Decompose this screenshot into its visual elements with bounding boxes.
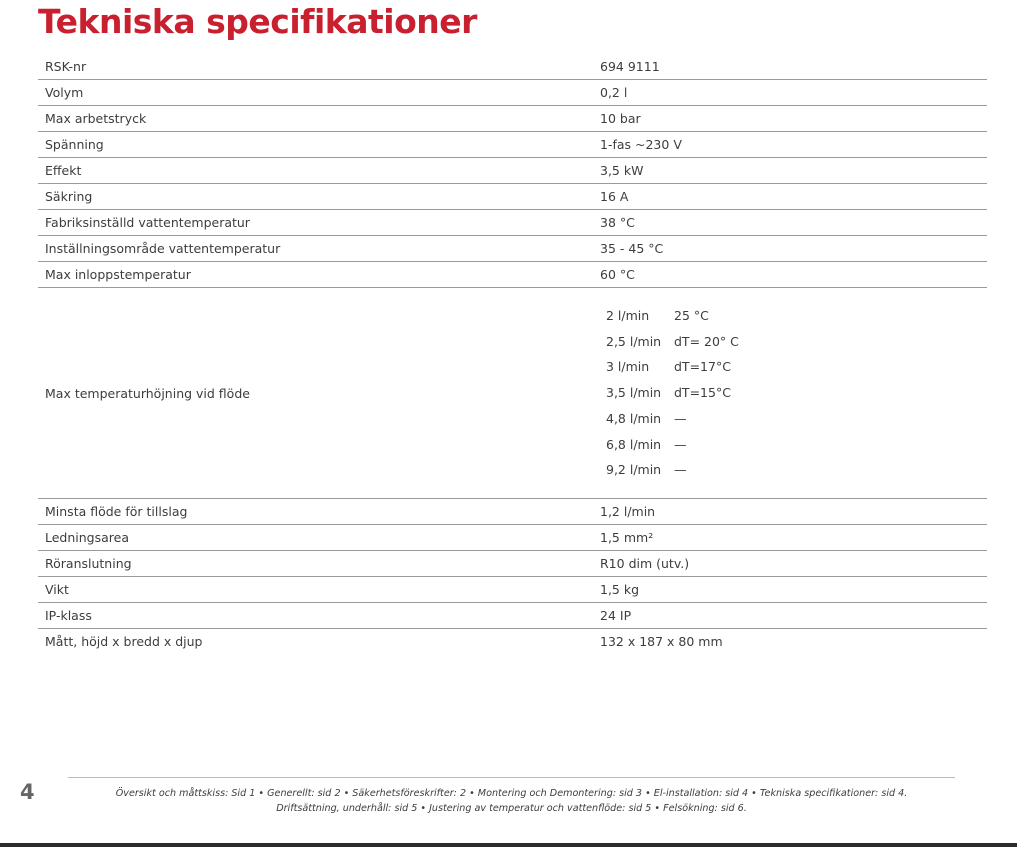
spec-label: Spänning <box>38 132 593 158</box>
table-row <box>38 629 987 655</box>
spec-label: Fabriksinställd vattentemperatur <box>38 210 593 236</box>
flow-temp: dT=15°C <box>674 385 731 401</box>
table-row <box>38 158 987 184</box>
spec-value: 16 A <box>593 184 987 210</box>
table-row <box>38 132 987 158</box>
table-row <box>38 577 987 603</box>
flow-temp: — <box>674 410 687 426</box>
list-item <box>606 303 987 329</box>
flow-temp: dT= 20° C <box>674 333 739 349</box>
spec-label: Minsta flöde för tillslag <box>38 499 593 525</box>
flow-rate: 3 l/min <box>606 359 650 375</box>
table-row <box>38 525 987 551</box>
table-row <box>38 603 987 629</box>
table-row <box>38 499 987 525</box>
list-item <box>606 432 987 458</box>
flow-temp: — <box>674 436 687 452</box>
spec-value: 1,5 kg <box>593 577 987 603</box>
spec-label: IP-klass <box>38 603 593 629</box>
table-row-flow <box>38 288 987 499</box>
spec-label: Inställningsområde vattentemperatur <box>38 236 593 262</box>
spec-label: Vikt <box>38 577 593 603</box>
flow-temp: dT=17°C <box>674 359 731 375</box>
spec-label: Max temperaturhöjning vid flöde <box>38 288 593 499</box>
flow-rate-cell <box>593 288 987 499</box>
page-number: 4 <box>20 780 35 804</box>
flow-temp: — <box>674 462 687 478</box>
spec-label: Ledningsarea <box>38 525 593 551</box>
spec-value: 1,5 mm² <box>593 525 987 551</box>
spec-value: 1,2 l/min <box>593 499 987 525</box>
spec-value: 60 °C <box>593 262 987 288</box>
flow-rate-list <box>600 303 987 484</box>
spec-value: R10 dim (utv.) <box>593 551 987 577</box>
spec-value: 10 bar <box>593 106 987 132</box>
spec-value: 1-fas ~230 V <box>593 132 987 158</box>
spec-table <box>38 54 987 654</box>
list-item <box>606 457 987 483</box>
spec-value: 35 - 45 °C <box>593 236 987 262</box>
flow-rate: 6,8 l/min <box>606 436 662 452</box>
bottom-border <box>0 843 1017 847</box>
spec-label: Volym <box>38 80 593 106</box>
table-row <box>38 80 987 106</box>
list-item <box>606 329 987 355</box>
footer-line-1: Översikt och måttskiss: Sid 1 • Generellt: sid 2 • Säkerhetsföreskrifter: 2 • Montering och Demontering: sid 3 • El-installation: sid 4 • Tekniska specifikationer: sid 4. <box>115 788 908 799</box>
list-item <box>606 406 987 432</box>
flow-rate: 3,5 l/min <box>606 385 662 401</box>
flow-rate: 2,5 l/min <box>606 333 662 349</box>
flow-rate: 2 l/min <box>606 307 650 323</box>
spec-value: 24 IP <box>593 603 987 629</box>
table-row <box>38 54 987 80</box>
table-row <box>38 236 987 262</box>
spec-label: Säkring <box>38 184 593 210</box>
flow-temp: 25 °C <box>674 307 709 323</box>
footer-divider <box>68 777 955 778</box>
footer-line-2: Driftsättning, underhåll: sid 5 • Justering av temperatur och vattenflöde: sid 5 • Felsökning: sid 6. <box>276 803 747 814</box>
spec-value: 38 °C <box>593 210 987 236</box>
flow-rate: 4,8 l/min <box>606 410 662 426</box>
spec-label: Max arbetstryck <box>38 106 593 132</box>
spec-value: 132 x 187 x 80 mm <box>600 634 723 649</box>
table-row <box>38 210 987 236</box>
page-title: Tekniska specifikationer <box>38 2 477 41</box>
spec-value: 694 9111 <box>593 54 987 80</box>
spec-label: RSK-nr <box>38 54 593 80</box>
spec-value: 3,5 kW <box>593 158 987 184</box>
spec-label: Mått, höjd x bredd x djup <box>45 634 203 649</box>
spec-value: 0,2 l <box>593 80 987 106</box>
spec-label: Röranslutning <box>38 551 593 577</box>
spec-label: Effekt <box>38 158 593 184</box>
table-row <box>38 551 987 577</box>
table-row <box>38 106 987 132</box>
table-row <box>38 262 987 288</box>
list-item <box>606 380 987 406</box>
table-row <box>38 184 987 210</box>
list-item <box>606 354 987 380</box>
footer-contents <box>68 786 955 816</box>
spec-label: Max inloppstemperatur <box>38 262 593 288</box>
flow-rate: 9,2 l/min <box>606 462 662 478</box>
